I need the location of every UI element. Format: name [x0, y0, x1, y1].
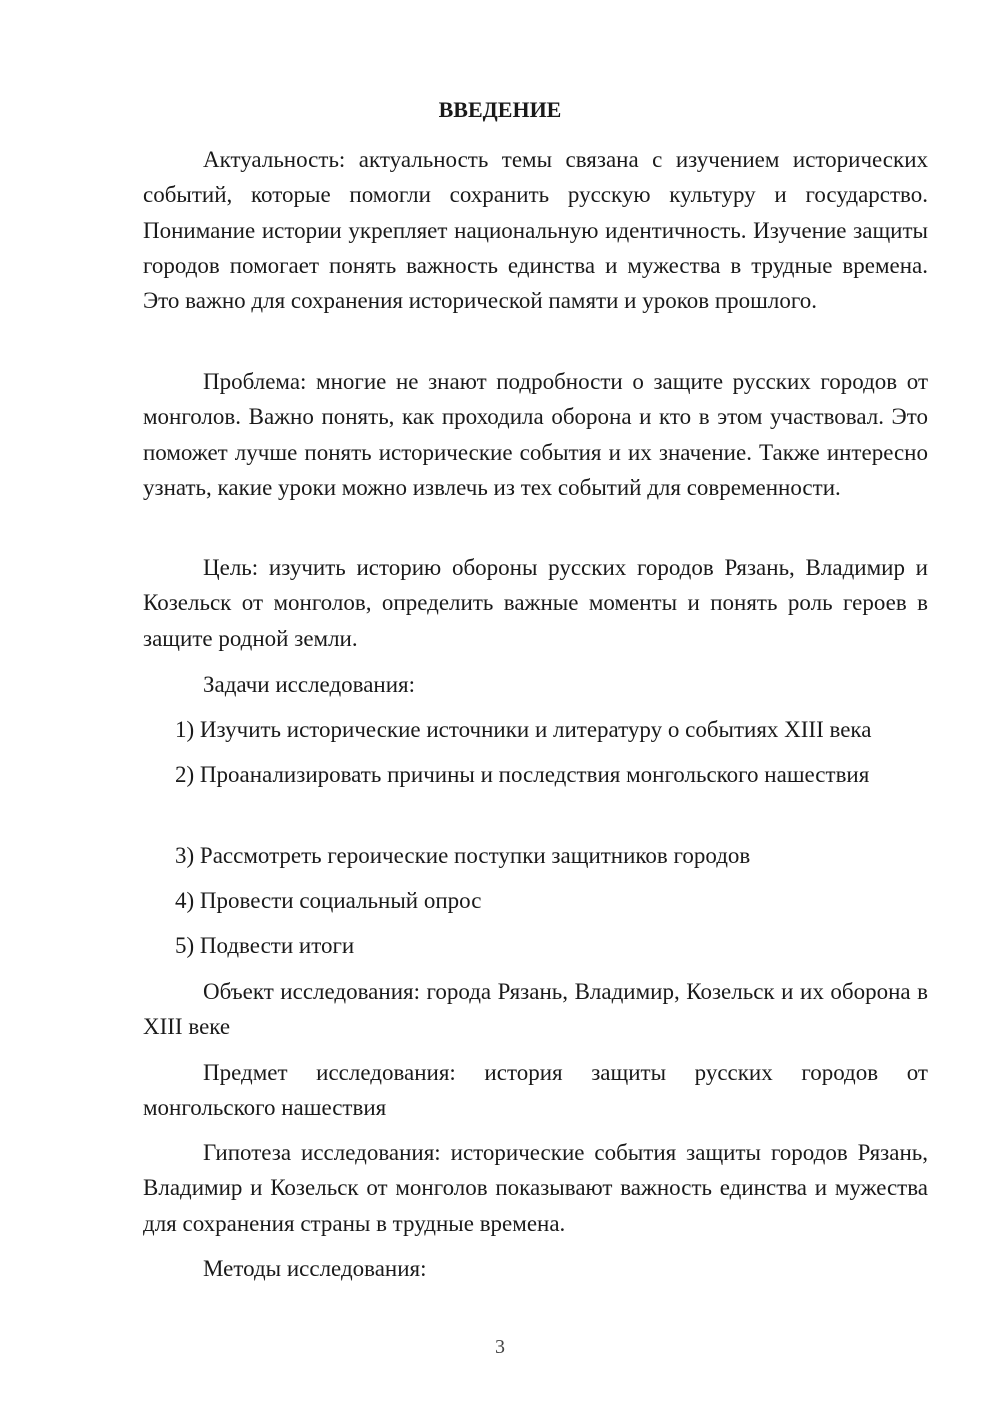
paragraph-relevance: Актуальность: актуальность темы связана с изучением исторических событий, которые помогли сохранить русскую культуру и государство. Понимание истории укрепляет национальную идентичность. Изучение защиты городов помогает понять важность единства и мужества в трудные времена. Это важно для сохранения исторической памяти и уроков прошлого.: [143, 147, 928, 314]
paragraph-goal: Цель: изучить историю обороны русских городов Рязань, Владимир и Козельск от монголов, определить важные моменты и понять роль героев в защите родной земли.: [143, 555, 928, 651]
task-item-2: 2) Проанализировать причины и последствия монгольского нашествия: [175, 762, 870, 787]
paragraph-subject: Предмет исследования: история защиты русских городов от монгольского нашествия: [143, 1060, 928, 1121]
task-item-5: 5) Подвести итоги: [175, 933, 355, 958]
paragraph-tasks-heading: Задачи исследования:: [203, 672, 416, 697]
task-item-1: 1) Изучить исторические источники и литературу о событиях XIII века: [175, 717, 872, 742]
task-item-4: 4) Провести социальный опрос: [175, 888, 482, 913]
paragraph-object: Объект исследования: города Рязань, Владимир, Козельск и их оборона в XIII веке: [143, 979, 928, 1040]
paragraph-problem: Проблема: многие не знают подробности о защите русских городов от монголов. Важно понять, как проходила оборона и кто в этом участвовал. Это поможет лучше понять исторические события и их значение. Также интересно узнать, какие уроки можно извлечь из тех событий для современности.: [143, 369, 928, 500]
page-number: 3: [495, 1336, 505, 1358]
section-title: ВВЕДЕНИЕ: [438, 97, 562, 122]
paragraph-hypothesis: Гипотеза исследования: исторические события защиты городов Рязань, Владимир и Козельск от монголов показывают важность единства и мужества для сохранения страны в трудные времена.: [143, 1140, 928, 1236]
task-item-3: 3) Рассмотреть героические поступки защитников городов: [175, 843, 751, 868]
paragraph-methods: Методы исследования:: [203, 1256, 427, 1281]
